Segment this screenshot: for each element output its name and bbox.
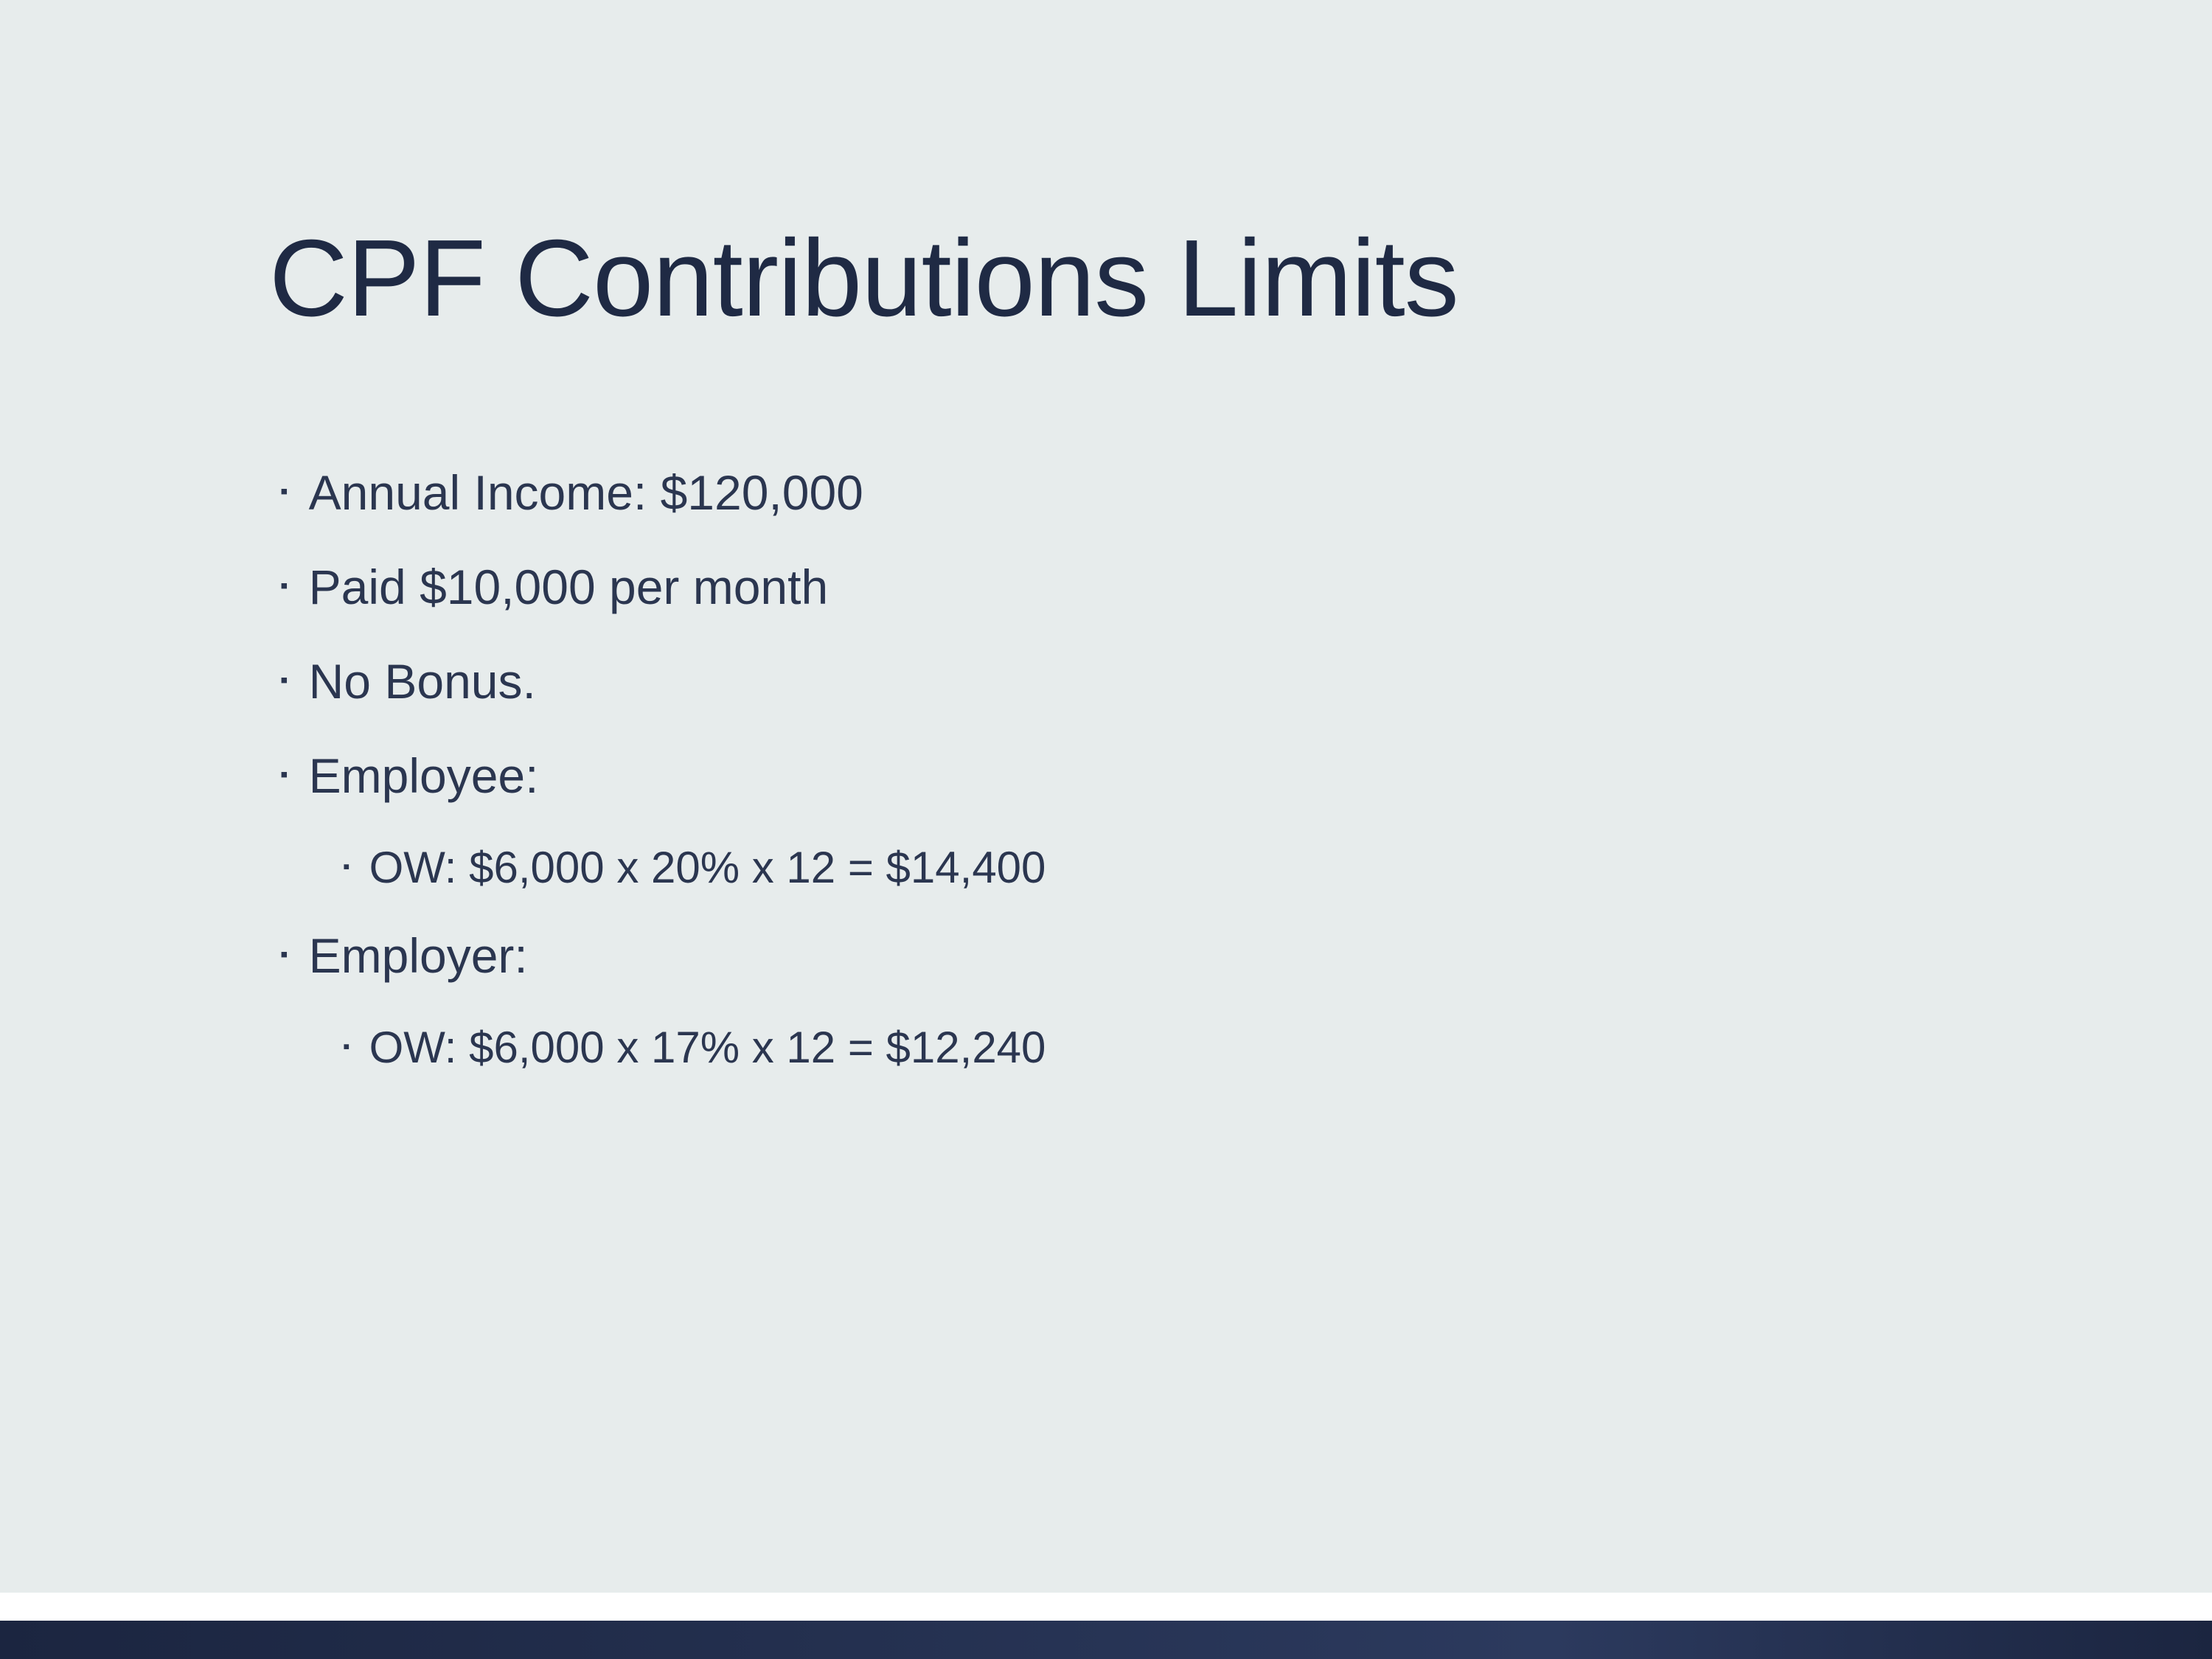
bullet-square-icon: ▪: [280, 762, 288, 787]
page-title: CPF Contributions Limits: [269, 218, 1458, 339]
footer-spacer: [0, 1593, 2212, 1621]
bullet-square-icon: ▪: [280, 479, 288, 504]
list-item: [273, 928, 1969, 985]
list-item: [273, 559, 1969, 616]
list-item-label: No Bonus.: [308, 653, 536, 709]
list-item-label: Employer:: [308, 928, 528, 984]
list-item-sub: [273, 1022, 1969, 1074]
list-item-sub: [273, 842, 1969, 894]
list-item: [273, 465, 1969, 522]
list-item-label: Employee:: [308, 748, 539, 803]
bullet-square-icon: ▪: [343, 1035, 350, 1058]
bullet-list: [273, 465, 1969, 1108]
list-item: [273, 653, 1969, 711]
bullet-square-icon: ▪: [280, 573, 288, 598]
list-item-label: OW: $6,000 x 20% x 12 = $14,400: [369, 842, 1046, 892]
list-item-label: Paid $10,000 per month: [308, 559, 829, 614]
footer-accent-bar: [0, 1621, 2212, 1659]
bullet-square-icon: ▪: [280, 942, 288, 967]
bullet-square-icon: ▪: [280, 667, 288, 692]
list-item-label: OW: $6,000 x 17% x 12 = $12,240: [369, 1023, 1046, 1073]
list-item: [273, 748, 1969, 805]
bullet-square-icon: ▪: [343, 855, 350, 877]
list-item-label: Annual Income: $120,000: [308, 465, 863, 520]
